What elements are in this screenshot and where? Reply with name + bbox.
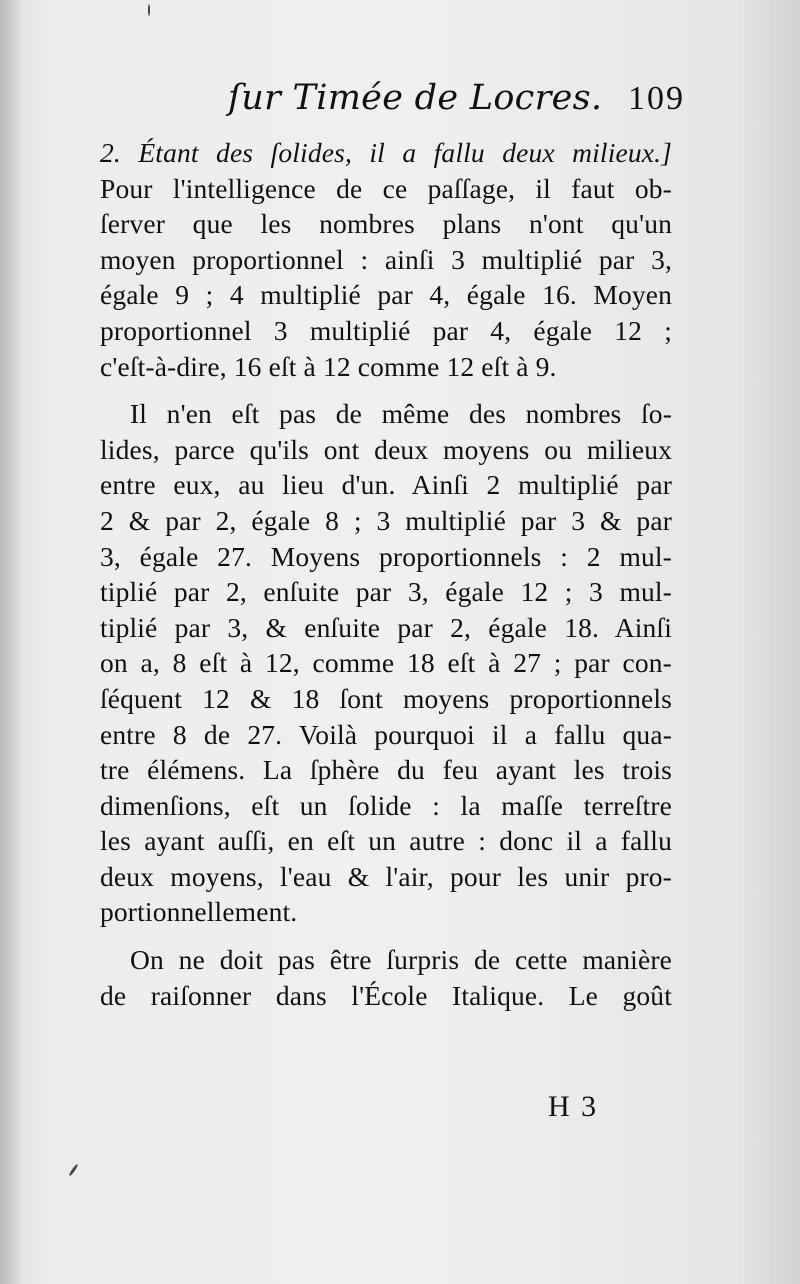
running-title: ſur Timée de Locres. (228, 78, 603, 118)
text-line: On ne doit pas être ſurpris de cette manière (130, 944, 672, 976)
text-line: c'eſt-à-dire, 16 eſt à 12 comme 12 eſt à 9. (100, 350, 557, 382)
footnote-paragraph (100, 135, 672, 384)
text-line: deux moyens, l'eau & l'air, pour les unir pro- (100, 860, 672, 892)
text-line: ſerver que les nombres plans n'ont qu'un (100, 208, 672, 240)
paragraph-gap (100, 384, 672, 396)
text-line: proportionnel 3 multiplié par 4, égale 12 ; (100, 314, 672, 346)
page-number: 109 (628, 80, 685, 117)
text-line: tiplié par 3, & enſuite par 2, égale 18. Ainſi (100, 611, 672, 643)
text-line: portionnellement. (100, 896, 298, 928)
text-line: moyen proportionnel : ainſi 3 multiplié par 3, (100, 243, 672, 275)
text-line: entre 8 de 27. Voilà pourquoi il a fallu qua- (100, 718, 672, 750)
text-line: 3, égale 27. Moyens proportionnels : 2 mul- (100, 540, 672, 572)
paper-speck (148, 4, 150, 16)
text-line: entre eux, au lieu d'un. Ainſi 2 multiplié par (100, 469, 672, 501)
paragraph-gap (100, 930, 672, 942)
note-heading-line: 2. Étant des ſolides, il a fallu deux milieux.] (100, 137, 672, 168)
text-line: 2 & par 2, égale 8 ; 3 multiplié par 3 & par (100, 504, 672, 536)
page-text (100, 135, 672, 1013)
text-line: on a, 8 eſt à 12, comme 18 eſt à 27 ; par con- (100, 647, 672, 679)
text-line: Pour l'intelligence de ce paſſage, il faut ob- (100, 172, 672, 204)
text-line: tre élémens. La ſphère du feu ayant les trois (100, 754, 672, 786)
text-line: tiplié par 2, enſuite par 3, égale 12 ; 3 mul- (100, 576, 672, 608)
paragraph-2 (100, 396, 672, 930)
text-line: Il n'en eſt pas de même des nombres ſo- (130, 398, 672, 430)
text-line: les ayant auſſi, en eſt un autre : donc il a fallu (100, 825, 672, 857)
text-line: ſéquent 12 & 18 ſont moyens proportionnels (100, 682, 672, 714)
page-header (100, 78, 685, 128)
paragraph-3 (100, 942, 672, 1013)
text-line: dimenſions, eſt un ſolide : la maſſe terreſtre (100, 789, 672, 821)
text-line: égale 9 ; 4 multiplié par 4, égale 16. Moyen (100, 279, 672, 311)
text-line: lides, parce qu'ils ont deux moyens ou milieux (100, 433, 672, 465)
page-gutter-shadow (0, 0, 22, 1284)
paper-speck (68, 1163, 78, 1176)
signature-catchword: H 3 (548, 1090, 599, 1123)
text-line: de raiſonner dans l'École Italique. Le goût (100, 979, 672, 1011)
